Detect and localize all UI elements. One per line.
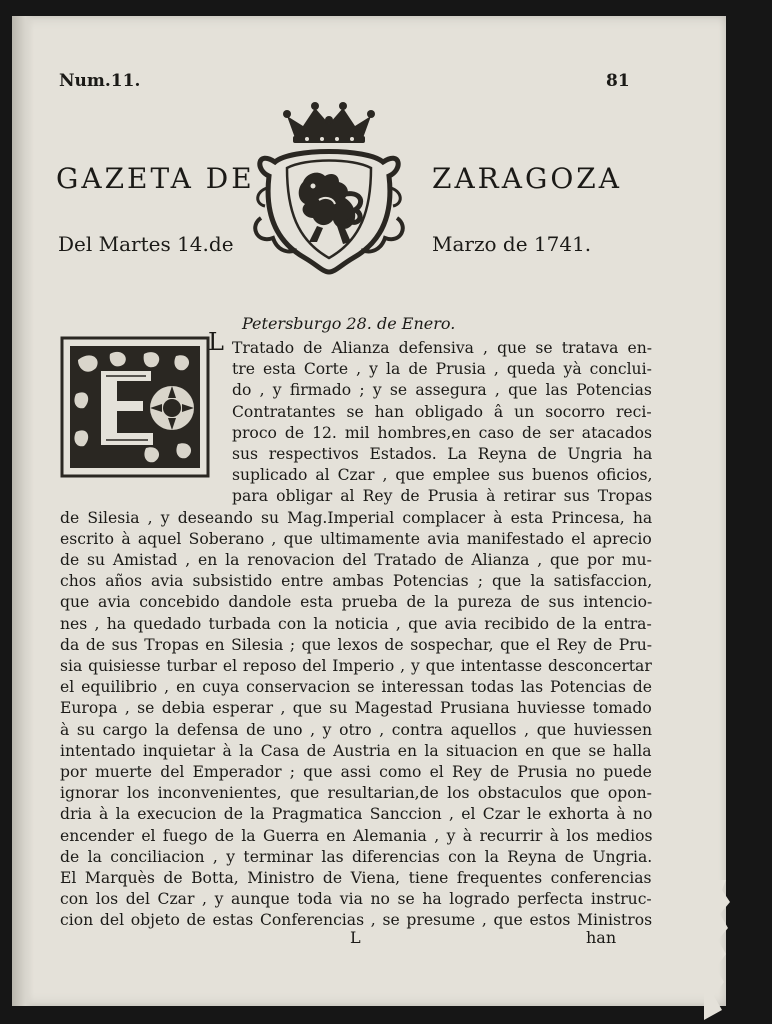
article-line: Tratado de Alianza defensiva , que se tratava en- bbox=[232, 339, 653, 357]
article-line: El Marquès de Botta, Ministro de Viena, tiene frequentes conferencias bbox=[60, 869, 652, 887]
decorated-initial-e bbox=[60, 336, 210, 478]
article-line: chos años avia subsistido entre ambas Potencias ; que la satisfaccion, bbox=[60, 572, 653, 591]
article-line: de Silesia , y deseando su Mag.Imperial complacer à esta Princesa, ha bbox=[60, 508, 653, 527]
issue-number: Num.11. bbox=[59, 71, 141, 91]
masthead-title-left: GAZETA DE bbox=[56, 162, 255, 195]
article-line: sia quisiesse turbar el reposo del Imperio , y que intentasse desconcertar bbox=[60, 657, 652, 675]
article-line: por muerte del Emperador ; que assi como el Rey de Prusia no puede bbox=[60, 763, 652, 781]
article-line: nes , ha quedado turbada con la noticia , que avia recibido de la entra- bbox=[60, 614, 652, 633]
article-line: escrito à aquel Soberano , que ultimamente avia manifestado el aprecio bbox=[60, 529, 652, 548]
signature-mark: L bbox=[350, 928, 361, 947]
article-line: à su cargo la defensa de uno , y otro , contra aquellos , que huviessen bbox=[60, 720, 652, 739]
masthead-date-left: Del Martes 14.de bbox=[58, 232, 234, 256]
catchword: han bbox=[586, 928, 617, 947]
article-line: encender el fuego de la Guerra en Alemania , y à recurrir à los medios bbox=[60, 826, 653, 845]
drop-cap-letter: L bbox=[208, 328, 224, 356]
article-line: proco de 12. mil hombres,en caso de ser atacados bbox=[232, 423, 653, 442]
page-gutter-shadow bbox=[12, 16, 34, 1006]
article-line: sus respectivos Estados. La Reyna de Ungria ha bbox=[232, 445, 653, 463]
article-line: suplicado al Czar , que emplee sus buenos oficios, bbox=[232, 466, 653, 485]
article-line: Contratantes se han obligado â un socorro reci- bbox=[232, 402, 652, 421]
article-dateline: Petersburgo 28. de Enero. bbox=[242, 314, 456, 333]
article-line: Europa , se debia esperar , que su Magestad Prusiana huviesse tomado bbox=[60, 699, 652, 718]
torn-page-edge bbox=[704, 880, 744, 1020]
article-line: ignorar los inconvenientes, que resultarian,de los obstaculos que opon- bbox=[60, 784, 652, 803]
article-line: para obligar al Rey de Prusia à retirar sus Tropas bbox=[232, 487, 653, 506]
article-line: que avia concebido dandole esta prueba de la pureza de sus intencio- bbox=[60, 593, 653, 612]
masthead-date-right: Marzo de 1741. bbox=[432, 232, 592, 256]
article-line: intentado inquietar à la Casa de Austria en la situacion en que se halla bbox=[60, 741, 652, 760]
article-line: da de sus Tropas en Silesia ; que lexos de sospechar, que el Rey de Pru- bbox=[60, 635, 653, 654]
article-line: el equilibrio , en cuya conservacion se interessan todas las Potencias de bbox=[60, 678, 653, 697]
newspaper-page bbox=[12, 16, 726, 1006]
article-line: de su Amistad , en la renovacion del Tratado de Alianza , que por mu- bbox=[60, 551, 652, 569]
crest-with-crown-and-lion bbox=[247, 100, 412, 275]
article-line: de la conciliacion , y terminar las diferencias con la Reyna de Ungria. bbox=[60, 847, 653, 866]
article-line: dria à la execucion de la Pragmatica Sanccion , el Czar le exhorta à no bbox=[60, 805, 653, 824]
masthead-title-right: ZARAGOZA bbox=[432, 162, 622, 195]
article-line: con los del Czar , y aunque toda via no se ha logrado perfecta instruc- bbox=[60, 890, 652, 909]
article-line: cion del objeto de estas Conferencias , se presume , que estos Ministros bbox=[60, 911, 653, 930]
page-number: 81 bbox=[606, 71, 630, 91]
article-line: do , y firmado ; y se assegura , que las Potencias bbox=[232, 381, 652, 400]
article-line: tre esta Corte , y la de Prusia , queda yà conclui- bbox=[232, 360, 652, 379]
